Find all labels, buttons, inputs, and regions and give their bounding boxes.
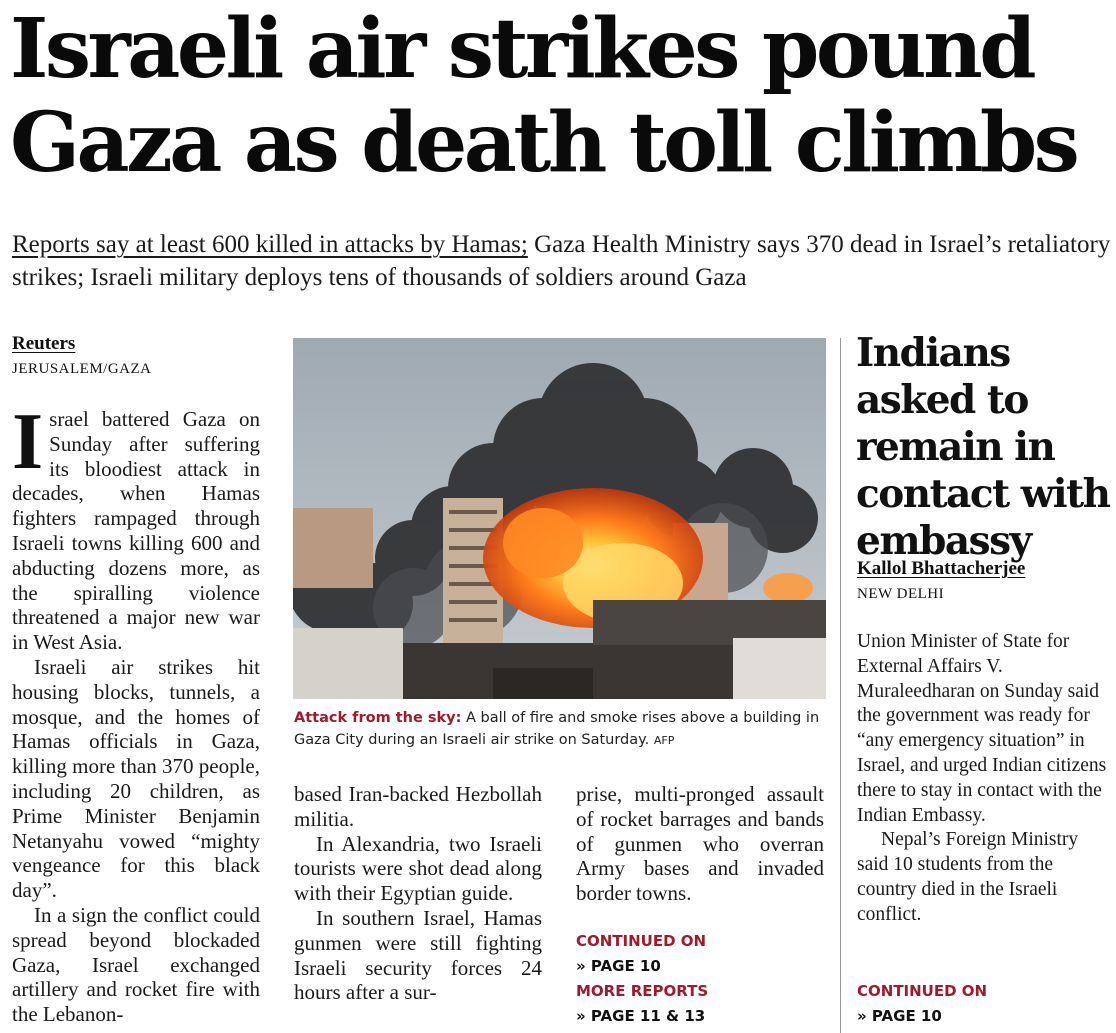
- col2-para-2: In Alexandria, two Israeli tourists were shot dead along with their Egyptian guide.: [294, 831, 542, 906]
- more-reports-page: » PAGE 11 & 13: [576, 1007, 706, 1025]
- caption-lead: Attack from the sky:: [294, 710, 462, 726]
- photo-caption: [294, 707, 826, 752]
- main-column-3: [576, 782, 824, 912]
- main-column-1: [12, 407, 260, 1033]
- news-photo: [293, 338, 826, 699]
- column-divider: [840, 338, 841, 1033]
- photo-credit: AFP: [653, 734, 675, 747]
- continued-page: » PAGE 10: [576, 957, 661, 975]
- caption-text: A ball of fire and smoke rises above a building in Gaza City during an Israeli air strike on Saturday.: [294, 710, 820, 748]
- headline: [10, 2, 1110, 190]
- deck-rest: Gaza Health Ministry says 370 dead in Israel’s retaliatory strikes; Israeli military deploys tens of thousands of soldiers around Gaza: [12, 231, 1111, 291]
- more-reports-label: MORE REPORTS: [576, 982, 709, 1000]
- deck: [12, 228, 1112, 294]
- col2-para-3: In southern Israel, Hamas gunmen were still fighting Israeli security forces 24 hours after a sur-: [294, 905, 542, 1005]
- main-column-2: [294, 782, 542, 1033]
- side-dateline: NEW DELHI: [857, 586, 945, 602]
- airstrike-photo-image: [293, 338, 826, 699]
- side-byline: Kallol Bhattacherjee: [857, 558, 1026, 579]
- side-headline: Indians asked to remain in contact with embassy: [856, 330, 1110, 564]
- continued-label: CONTINUED ON: [576, 932, 707, 950]
- main-byline: Reuters: [12, 333, 76, 354]
- side-continued-page: » PAGE 10: [857, 1007, 942, 1025]
- main-para-1: srael battered Gaza on Sunday after suffering its bloodiest attack in decades, when Hamas fighters rampaged through Israeli towns killing 600 and abducting dozens more, as the spiralling violence threatened a major new war in West Asia.: [12, 407, 260, 655]
- headline-line-1: Israeli air strikes pound: [10, 1, 1034, 97]
- continued-jump[interactable]: [576, 929, 706, 979]
- more-reports-jump[interactable]: [576, 979, 708, 1029]
- side-continued-jump[interactable]: [857, 979, 987, 1029]
- main-dateline: JERUSALEM/GAZA: [12, 361, 152, 377]
- col3-para-1: prise, multi-pronged assault of rocket barrages and bands of gunmen who overran Army bases and invaded border towns.: [576, 782, 824, 906]
- col2-para-1: based Iran-backed Hezbollah militia.: [294, 782, 542, 831]
- side-continued-label: CONTINUED ON: [857, 982, 988, 1000]
- main-para-2: Israeli air strikes hit housing blocks, tunnels, a mosque, and the homes of Hamas officials in Gaza, killing more than 370 people, including 20 children, as Prime Minister Benjamin Netanyahu vowed “mighty vengeance for this black day”.: [12, 654, 260, 903]
- headline-line-2: Gaza as death toll climbs: [10, 95, 1077, 191]
- dropcap: I: [12, 407, 44, 486]
- main-para-3: In a sign the conflict could spread beyond blockaded Gaza, Israel exchanged artillery and rocket fire with the Lebanon-: [12, 902, 260, 1027]
- side-para-2: Nepal’s Foreign Ministry said 10 students from the country died in the Israeli conflict.: [857, 829, 1079, 925]
- side-body: [857, 630, 1112, 928]
- side-para-1: Union Minister of State for External Affairs V. Muraleedharan on Sunday said the government was ready for “any emergency situation” in Israel, and urged Indian citizens there to stay in contact with the Indian Embassy.: [857, 631, 1107, 826]
- deck-underlined: Reports say at least 600 killed in attacks by Hamas;: [12, 231, 528, 258]
